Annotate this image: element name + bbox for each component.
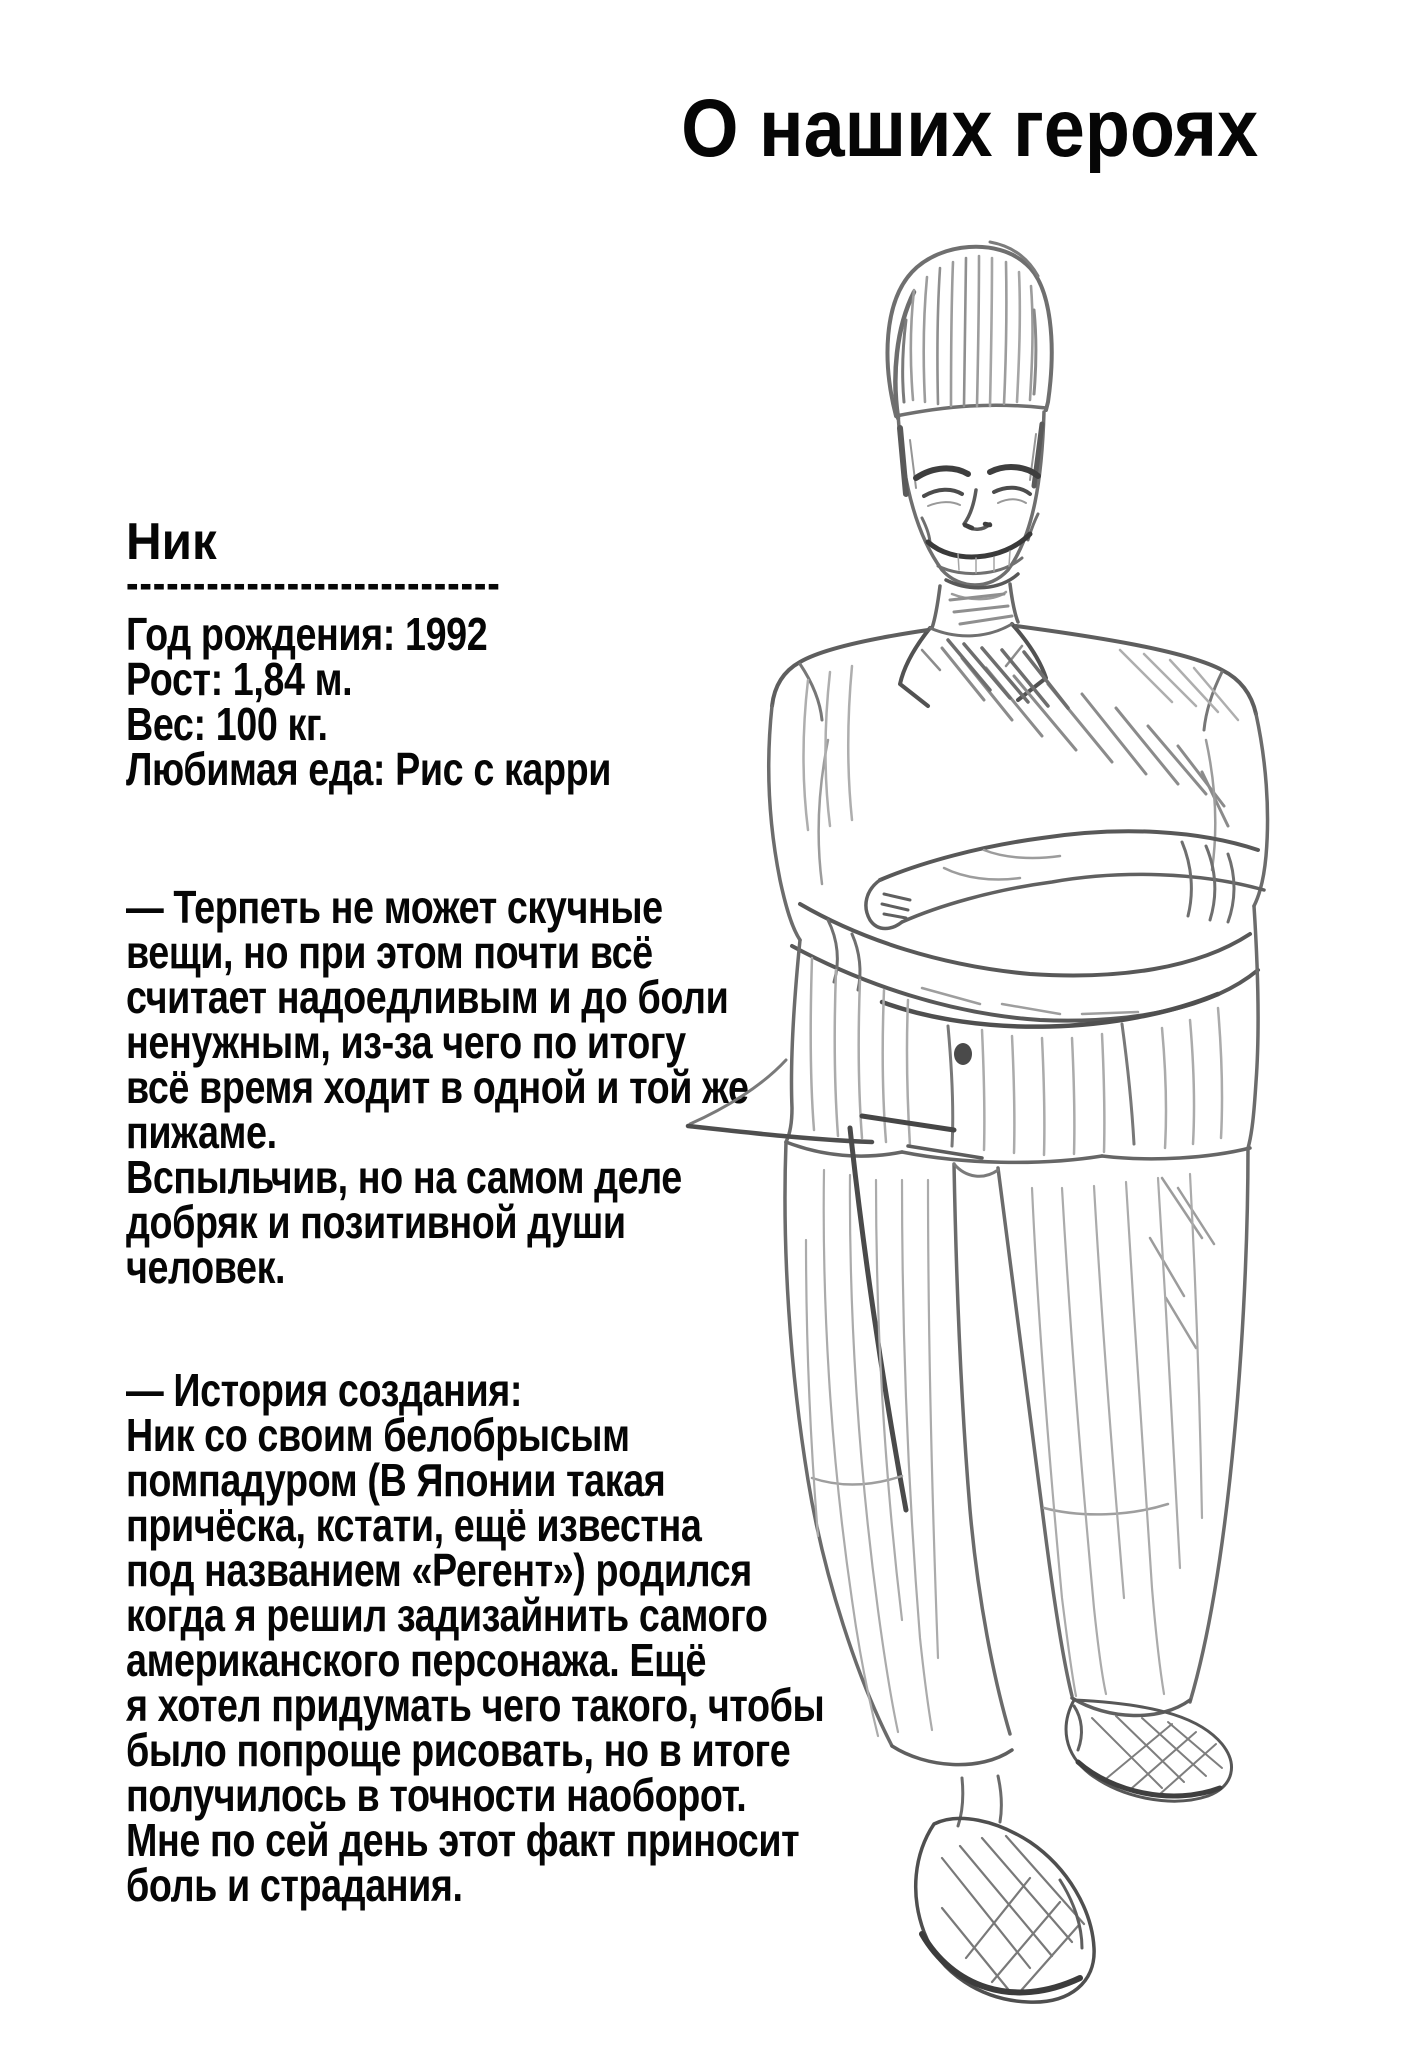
text-line: — История создания: — [126, 1364, 522, 1416]
sketch-hair — [888, 242, 1052, 418]
sketch-pants — [785, 1116, 1248, 1826]
text-line: помпадуром (В Японии такая — [126, 1454, 666, 1506]
text-line: когда я решил задизайнить самого — [126, 1589, 768, 1641]
stat-birth-year: Год рождения: 1992 — [126, 608, 488, 660]
text-line: — Терпеть не может скучные — [126, 881, 663, 933]
text-line: под названием «Регент») родился — [126, 1544, 752, 1596]
text-line: получилось в точности наоборот. — [126, 1769, 747, 1821]
character-stats — [126, 608, 612, 795]
text-line: причёска, кстати, ещё известна — [126, 1499, 702, 1551]
text-line: считает надоедливым и до боли — [126, 971, 729, 1023]
text-line: Ник со своим белобрысым — [126, 1409, 630, 1461]
text-line: было попроще рисовать, но в итоге — [126, 1724, 791, 1776]
page-title: О наших героях — [680, 83, 1258, 174]
stat-weight: Вес: 100 кг. — [126, 698, 328, 750]
text-line: вещи, но при этом почти всё — [126, 926, 653, 978]
sketch-shirt-body — [688, 906, 1258, 1162]
text-line: человек. — [126, 1241, 286, 1293]
nick-pencil-sketch — [560, 180, 1320, 2020]
text-line: добряк и позитивной души — [126, 1196, 626, 1248]
text-line: всё время ходит в одной и той же — [126, 1061, 749, 1113]
sketch-shoes — [916, 1700, 1232, 2002]
character-name: Ник — [126, 513, 217, 571]
text-line: американского персонажа. Ещё — [126, 1634, 707, 1686]
text-line: я хотел придумать чего такого, чтобы — [126, 1679, 825, 1731]
divider-dashes: ---------------------------- — [126, 557, 501, 609]
text-line: ненужным, из-за чего по итогу — [126, 1016, 686, 1068]
sketch-face — [898, 412, 1044, 599]
text-line: боль и страдания. — [126, 1859, 463, 1911]
sketch-crossed-forearms — [792, 831, 1264, 1026]
stat-favorite-food: Любимая еда: Рис с карри — [126, 743, 612, 795]
text-line: Вспыльчив, но на самом деле — [126, 1151, 682, 1203]
sketch-tshirt — [926, 630, 1230, 856]
text-line: Мне по сей день этот факт приносит — [126, 1814, 800, 1866]
text-line: пижаме. — [126, 1106, 277, 1158]
stat-height: Рост: 1,84 м. — [126, 653, 353, 705]
